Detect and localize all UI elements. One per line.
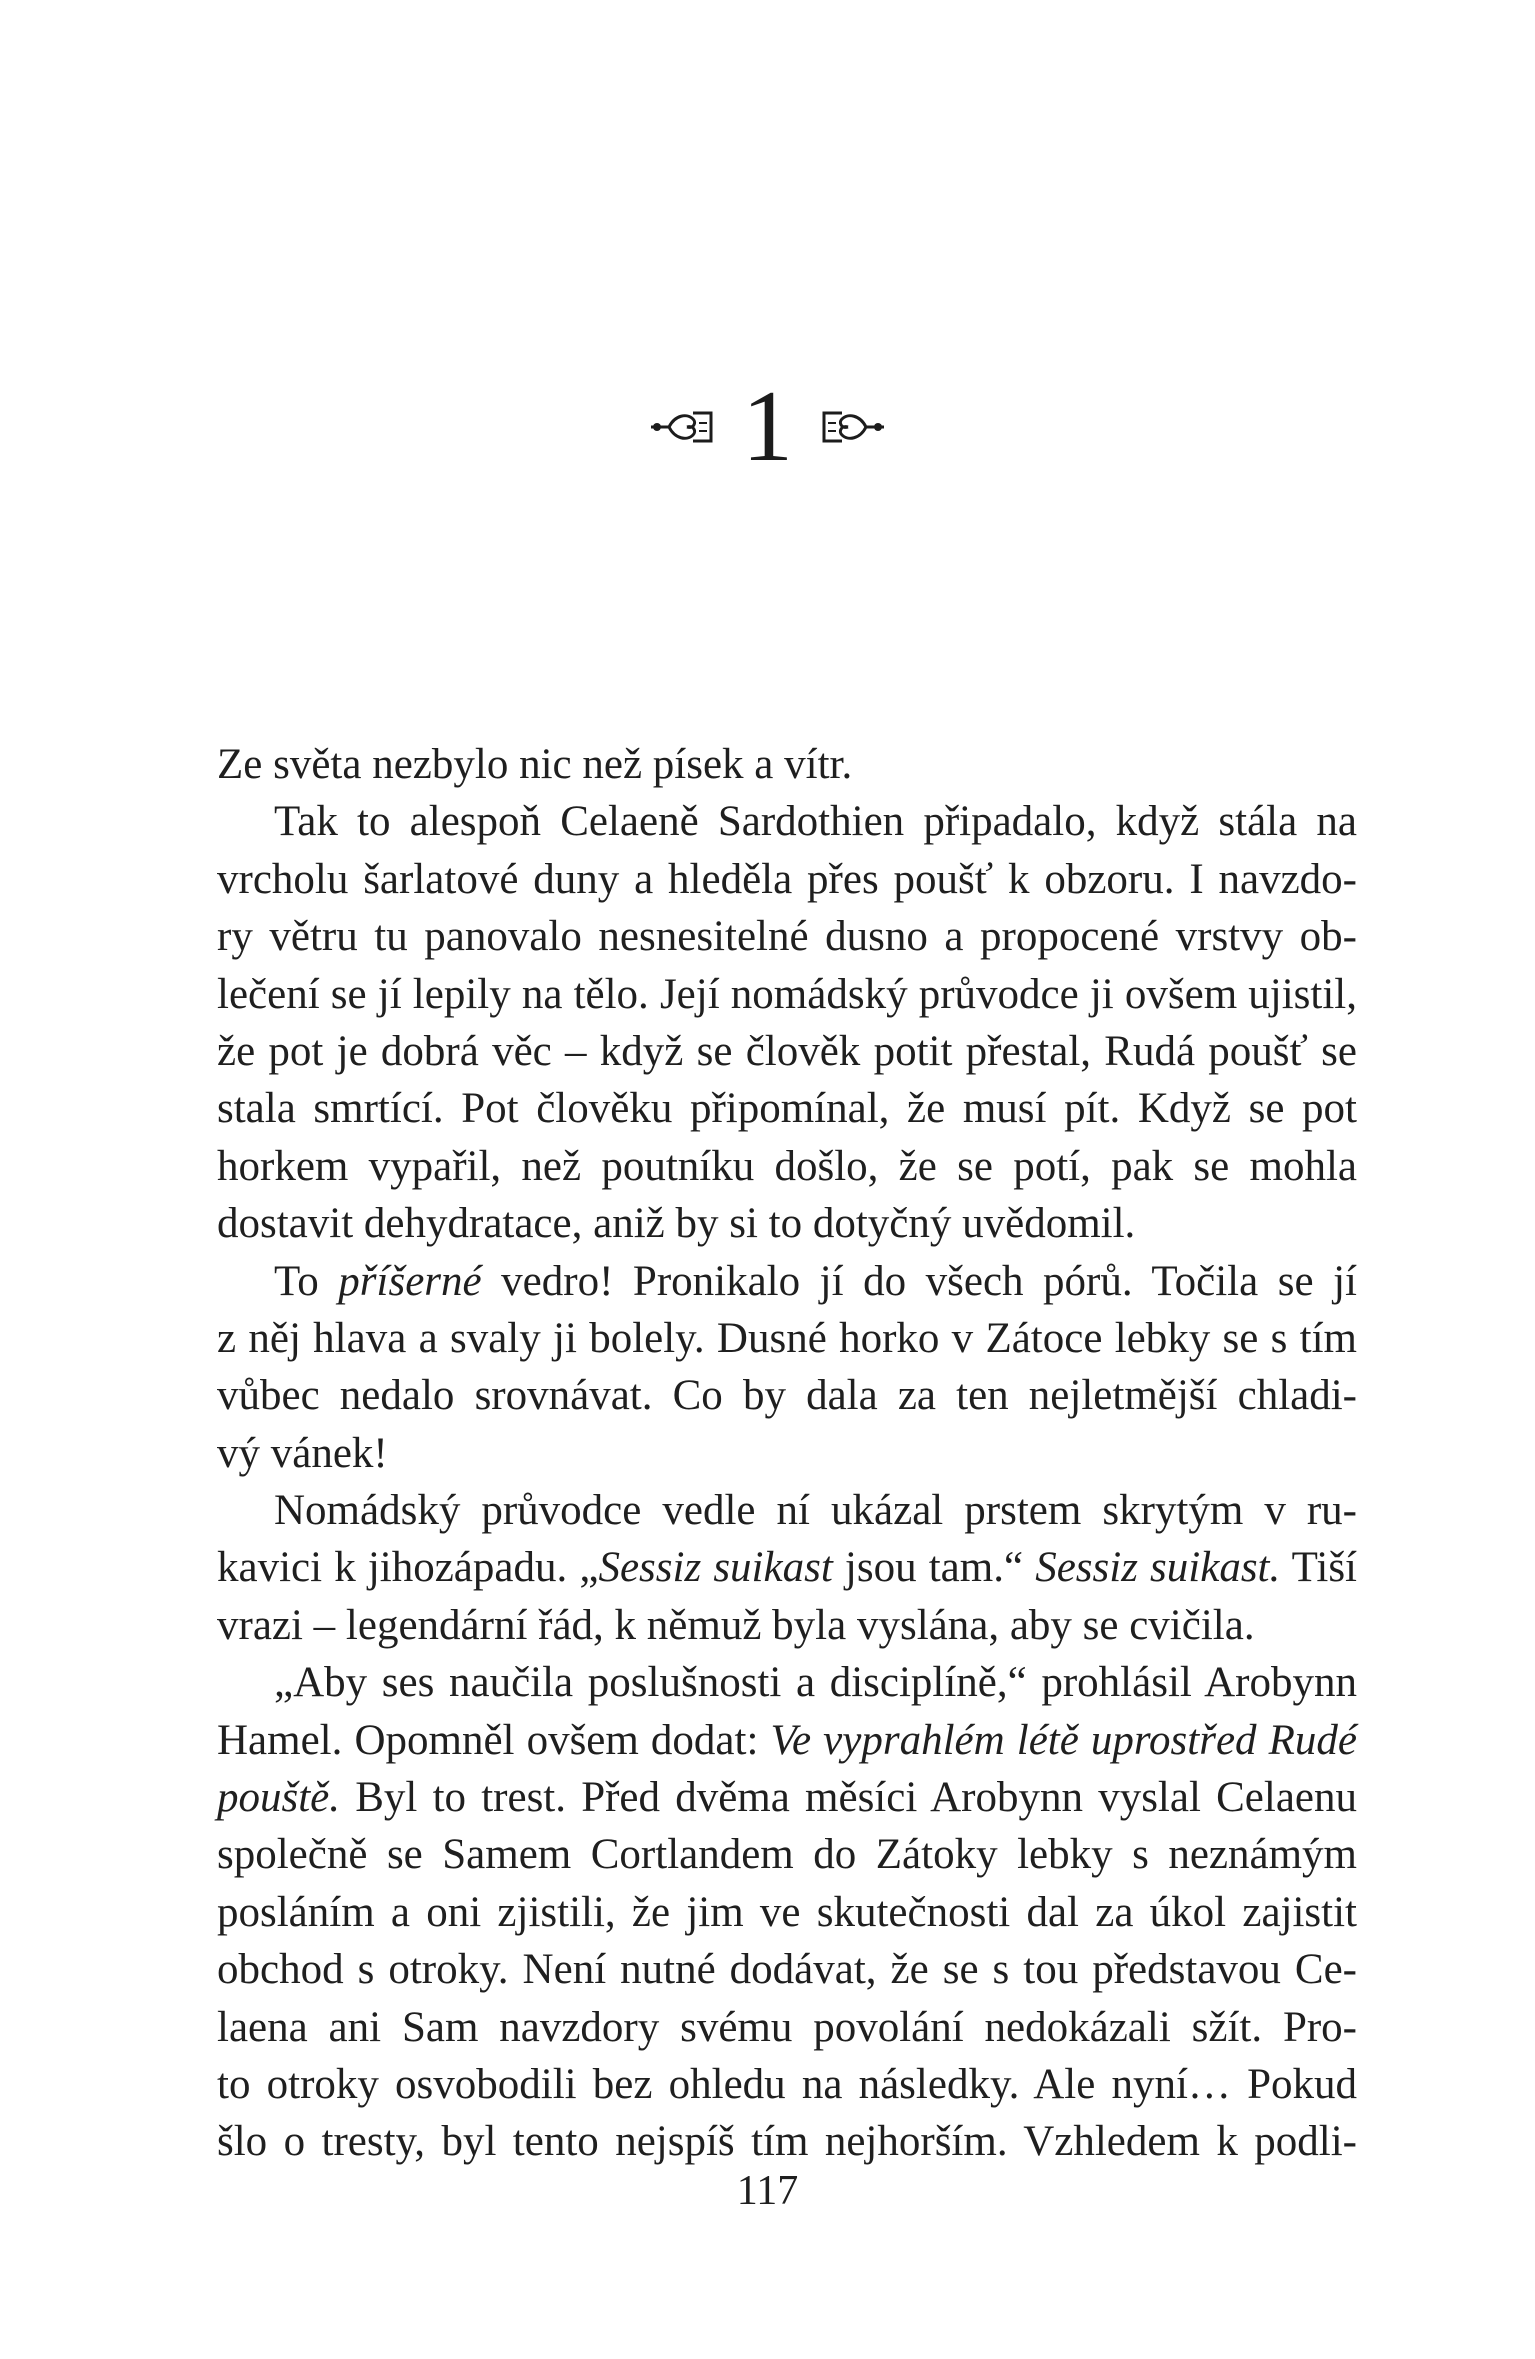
text-line <box>217 851 1357 908</box>
text-line <box>217 1310 1357 1367</box>
text-run: To <box>274 1257 339 1305</box>
text-line <box>217 1425 1357 1482</box>
text-run: společně se Samem Cortlandem do Zátoky lebky s neznámým <box>217 1831 1357 1879</box>
text-run: že pot je dobrá věc – když se člověk potit přestal, Rudá poušť se <box>217 1027 1357 1075</box>
italic-text: Sessiz suikast <box>598 1544 833 1592</box>
text-run: Tak to alespoň Celaeně Sardothien připadalo, když stála na <box>274 798 1357 846</box>
text-run: „Aby ses naučila poslušnosti a disciplíně,“ prohlásil Arobynn <box>274 1659 1357 1707</box>
text-run: to otroky osvobodili bez ohledu na následky. Ale nyní… Pokud <box>217 2060 1357 2108</box>
text-run: horkem vypařil, než poutníku došlo, že se potí, pak se mohla <box>217 1142 1357 1190</box>
text-line <box>217 966 1357 1023</box>
text-line <box>217 1138 1357 1195</box>
italic-text: pouště. <box>217 1774 341 1822</box>
text-run: z něj hlava a svaly ji bolely. Dusné horko v Zátoce lebky se s tím <box>217 1314 1357 1362</box>
text-run: posláním a oni zjistili, že jim ve skutečnosti dal za úkol zajistit <box>217 1888 1357 1936</box>
text-line <box>217 1482 1357 1539</box>
text-line <box>217 1367 1357 1424</box>
text-run: vrazi – legendární řád, k němuž byla vyslána, aby se cvičila. <box>217 1601 1255 1649</box>
text-run: vý vánek! <box>217 1429 388 1477</box>
chapter-text <box>217 736 1357 2171</box>
text-line <box>217 1253 1357 1310</box>
text-run: obchod s otroky. Není nutné dodávat, že se s tou představou Ce- <box>217 1946 1357 1994</box>
text-run: šlo o tresty, byl tento nejspíš tím nejhorším. Vzhledem k podli- <box>217 2118 1357 2166</box>
text-run: kavici k jihozápadu. „ <box>217 1544 599 1592</box>
page-number: 117 <box>736 2168 799 2214</box>
right-ornament-icon <box>812 405 886 449</box>
italic-text: příšerné <box>338 1257 482 1305</box>
text-run: jsou tam.“ <box>832 1544 1036 1592</box>
text-line <box>217 1654 1357 1711</box>
text-run: Hamel. Opomněl ovšem dodat: <box>217 1716 771 1764</box>
text-run: Byl to trest. Před dvěma měsíci Arobynn vyslal Celaenu <box>340 1774 1357 1822</box>
text-line <box>217 793 1357 850</box>
text-line <box>217 1195 1357 1252</box>
text-line <box>217 1941 1357 1998</box>
text-line <box>217 1769 1357 1826</box>
text-line <box>217 1597 1357 1654</box>
text-line <box>217 1023 1357 1080</box>
chapter-heading <box>0 372 1535 482</box>
text-run: laena ani Sam navzdory svému povolání nedokázali sžít. Pro- <box>217 2003 1357 2051</box>
text-line <box>217 908 1357 965</box>
text-line <box>217 1826 1357 1883</box>
text-line <box>217 1539 1357 1596</box>
text-line <box>217 2113 1357 2170</box>
italic-text: Sessiz suikast. <box>1035 1544 1281 1592</box>
chapter-number: 1 <box>742 370 793 483</box>
text-run: Nomádský průvodce vedle ní ukázal prstem skrytým v ru- <box>274 1487 1357 1535</box>
text-run: vrcholu šarlatové duny a hleděla přes poušť k obzoru. I navzdo- <box>217 855 1357 903</box>
text-line <box>217 2056 1357 2113</box>
text-run: ry větru tu panovalo nesnesitelné dusno a propocené vrstvy ob- <box>217 913 1357 961</box>
italic-text: Ve vyprahlém létě uprostřed Rudé <box>770 1716 1357 1764</box>
text-line <box>217 1884 1357 1941</box>
text-run: vůbec nedalo srovnávat. Co by dala za ten nejletmější chladi- <box>217 1372 1357 1420</box>
text-line <box>217 1080 1357 1137</box>
text-run: Tiší <box>1280 1544 1358 1592</box>
text-line <box>217 1999 1357 2056</box>
text-run: Ze světa nezbylo nic než písek a vítr. <box>217 741 853 788</box>
text-run: vedro! Pronikalo jí do všech pórů. Točila se jí <box>481 1257 1357 1305</box>
text-line <box>217 1712 1357 1769</box>
left-ornament-icon <box>649 405 723 449</box>
text-run: lečení se jí lepily na tělo. Její nomádský průvodce ji ovšem ujistil, <box>217 970 1357 1018</box>
text-run: stala smrtící. Pot člověku připomínal, že musí pít. Když se pot <box>217 1085 1357 1133</box>
text-line <box>217 736 1357 793</box>
text-run: dostavit dehydratace, aniž by si to dotyčný uvědomil. <box>217 1200 1136 1248</box>
